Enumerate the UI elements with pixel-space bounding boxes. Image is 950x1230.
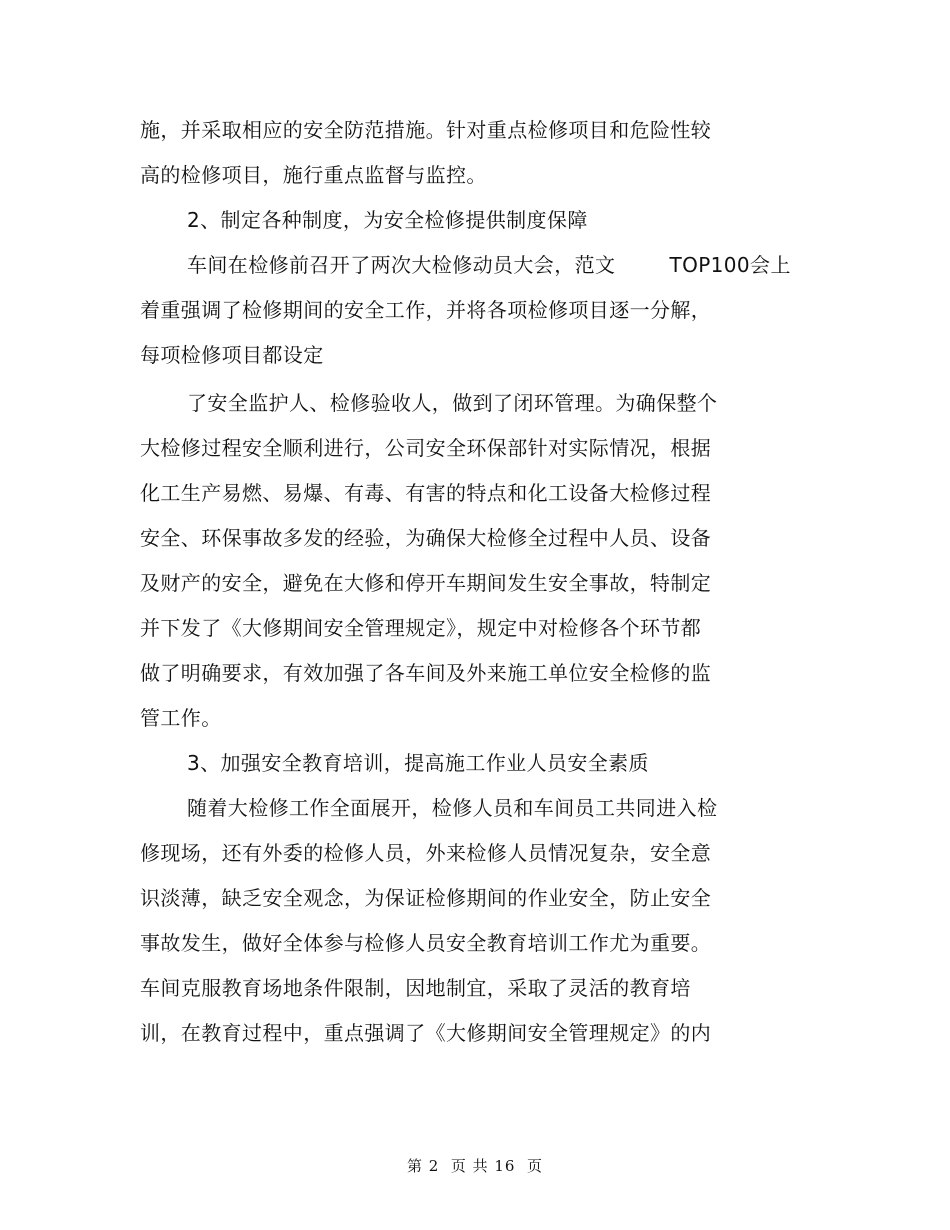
- text-line: 施，并采取相应的安全防范措施。针对重点检修项目和危险性较: [140, 118, 712, 142]
- text-line: 随着大检修工作全面展开，检修人员和车间员工共同进入检: [187, 796, 718, 820]
- text-line: 训，在教育过程中，重点强调了《大修期间安全管理规定》的内: [140, 1021, 712, 1045]
- page-number-footer: 第 2 页 共 16 页: [406, 1157, 543, 1175]
- text-line: 高的检修项目，施行重点监督与监控。: [140, 163, 487, 187]
- text-line: 并下发了《大修期间安全管理规定》，规定中对检修各个环节都: [140, 616, 702, 640]
- text-line: 车间在检修前召开了两次大检修动员大会，范文 TOP100会上: [187, 253, 791, 277]
- text-line: 识淡薄，缺乏安全观念，为保证检修期间的作业安全，防止安全: [140, 886, 712, 910]
- text-line: 做了明确要求，有效加强了各车间及外来施工单位安全检修的监: [140, 661, 712, 685]
- text-line: 大检修过程安全顺利进行，公司安全环保部针对实际情况，根据: [140, 436, 712, 460]
- text-line: 管工作。: [140, 706, 222, 730]
- text-line: 事故发生，做好全体参与检修人员安全教育培训工作尤为重要。: [140, 931, 712, 955]
- text-line: 化工生产易燃、易爆、有毒、有害的特点和化工设备大检修过程: [140, 481, 712, 505]
- text-line: 及财产的安全，避免在大修和停开车期间发生安全事故，特制定: [140, 571, 712, 595]
- text-line: 安全、环保事故多发的经验，为确保大检修全过程中人员、设备: [140, 526, 712, 550]
- text-line: 车间克服教育场地条件限制，因地制宜，采取了灵活的教育培: [140, 976, 691, 1000]
- text-line: 每项检修项目都设定: [140, 343, 324, 367]
- section-heading: 3、加强安全教育培训，提高施工作业人员安全素质: [187, 751, 649, 775]
- text-line: 着重强调了检修期间的安全工作，并将各项检修项目逐一分解，: [140, 298, 712, 322]
- text-line: 修现场，还有外委的检修人员，外来检修人员情况复杂，安全意: [140, 841, 712, 865]
- section-heading: 2、制定各种制度，为安全检修提供制度保障: [187, 208, 588, 232]
- text-line: 了安全监护人、检修验收人，做到了闭环管理。为确保整个: [187, 391, 718, 415]
